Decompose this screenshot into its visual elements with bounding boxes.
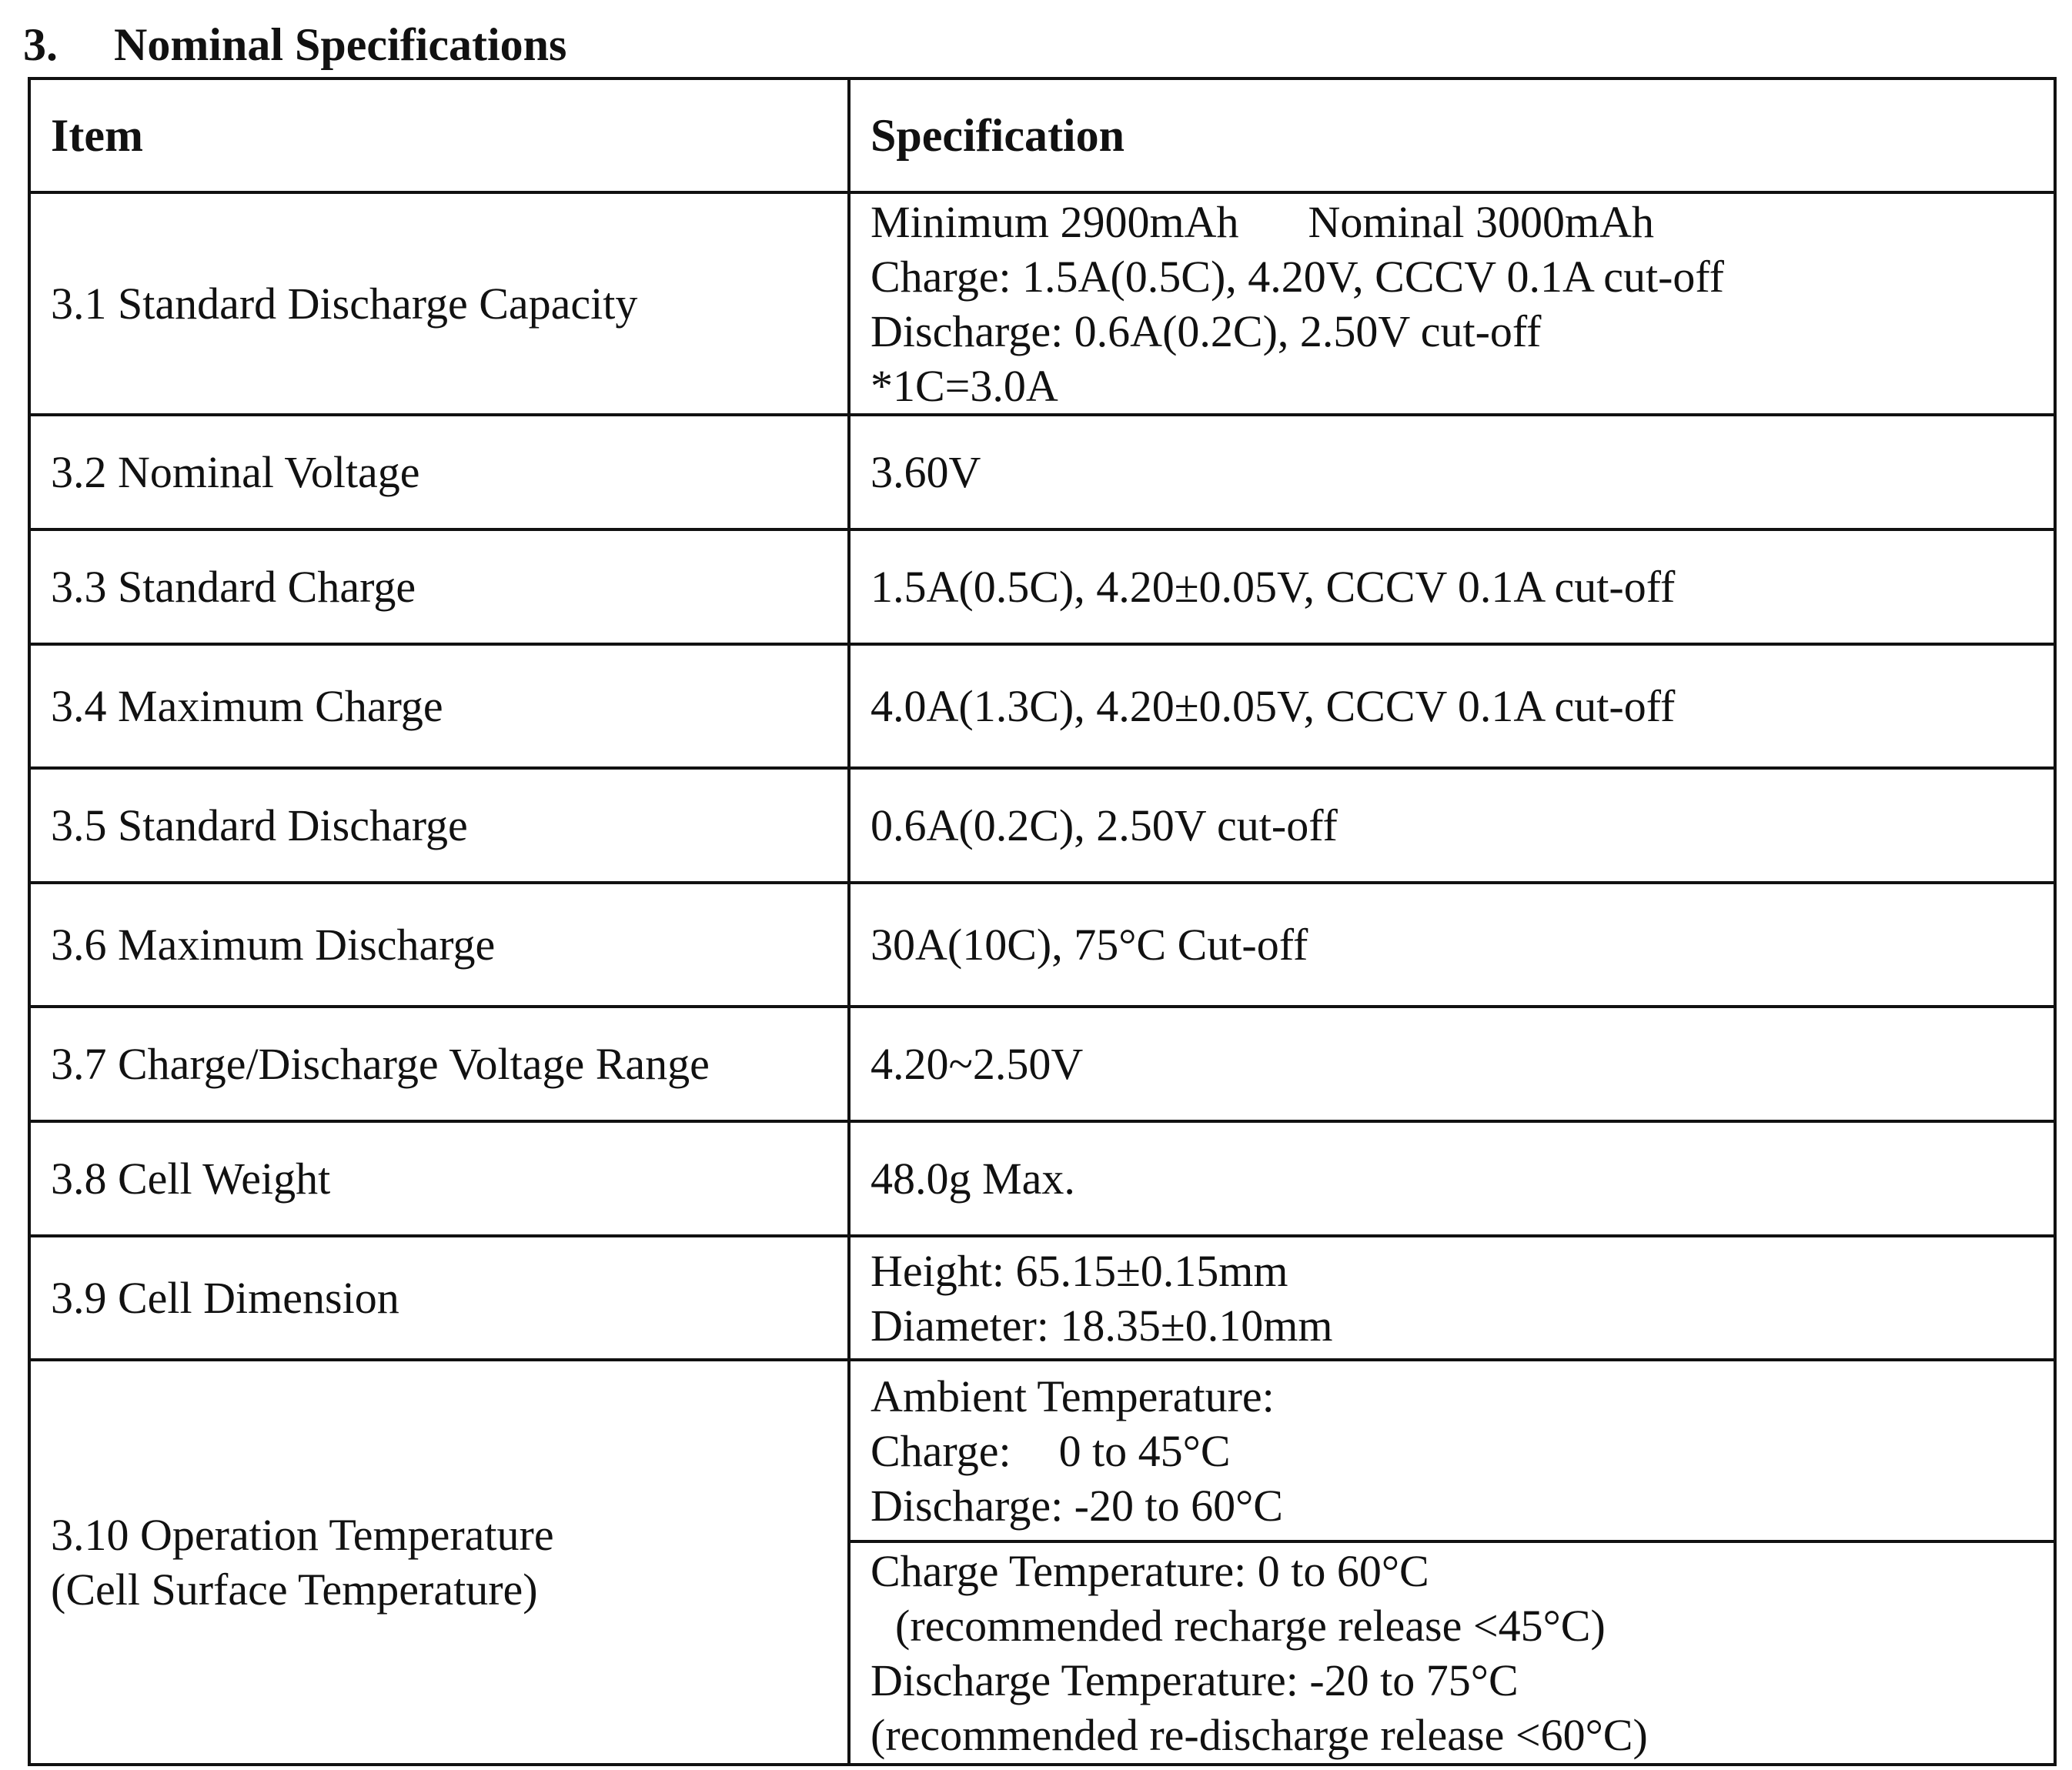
- spec-diameter: Diameter: 18.35±0.10mm: [871, 1300, 1333, 1351]
- table-row: [29, 883, 2055, 1007]
- header-specification: Specification: [849, 78, 2055, 192]
- ambient-temperature-cell: [849, 1360, 2055, 1541]
- spec-cell: 0.6A(0.2C), 2.50V cut-off: [849, 768, 2055, 883]
- table-row: [29, 1360, 2055, 1541]
- spec-height: Height: 65.15±0.15mm: [871, 1245, 1288, 1296]
- item-cell: 3.1 Standard Discharge Capacity: [29, 192, 849, 415]
- surface-temperature-cell: [849, 1541, 2055, 1765]
- ambient-charge-value: 0 to 45°C: [1058, 1425, 1231, 1476]
- spec-cell: 3.60V: [849, 415, 2055, 529]
- surface-charge-note: (recommended recharge release <45°C): [895, 1601, 1606, 1651]
- spec-cell: [849, 1236, 2055, 1360]
- table-header-row: [29, 78, 2055, 192]
- spec-discharge: Discharge: 0.6A(0.2C), 2.50V cut-off: [871, 306, 1542, 356]
- item-cell: 3.8 Cell Weight: [29, 1121, 849, 1236]
- item-line-2: (Cell Surface Temperature): [51, 1565, 538, 1615]
- item-cell: 3.6 Maximum Discharge: [29, 883, 849, 1007]
- ambient-title: Ambient Temperature:: [871, 1371, 1275, 1421]
- table-row: [29, 1236, 2055, 1360]
- table-row: [29, 192, 2055, 415]
- spec-note: *1C=3.0A: [871, 360, 1058, 411]
- ambient-discharge: Discharge: -20 to 60°C: [871, 1480, 1283, 1531]
- table-row: [29, 529, 2055, 644]
- item-cell: 3.4 Maximum Charge: [29, 644, 849, 768]
- spec-nominal: Nominal 3000mAh: [1308, 196, 1655, 247]
- spec-cell: [849, 192, 2055, 415]
- spec-table: [28, 77, 2057, 1766]
- section-title: Nominal Specifications: [114, 19, 567, 70]
- header-item: Item: [29, 78, 849, 192]
- item-cell: 3.5 Standard Discharge: [29, 768, 849, 883]
- spec-charge: Charge: 1.5A(0.5C), 4.20V, CCCV 0.1A cut-off: [871, 251, 1724, 302]
- table-row: [29, 1007, 2055, 1121]
- item-cell: 3.3 Standard Charge: [29, 529, 849, 644]
- table-row: [29, 768, 2055, 883]
- spec-cell: 1.5A(0.5C), 4.20±0.05V, CCCV 0.1A cut-off: [849, 529, 2055, 644]
- spec-min: Minimum 2900mAh: [871, 196, 1239, 247]
- surface-discharge-note: (recommended re-discharge release <60°C): [871, 1710, 1648, 1760]
- item-cell: [29, 1360, 849, 1765]
- section-heading: [23, 17, 566, 72]
- spec-cell: 48.0g Max.: [849, 1121, 2055, 1236]
- item-cell: 3.9 Cell Dimension: [29, 1236, 849, 1360]
- table-row: [29, 1121, 2055, 1236]
- surface-discharge: Discharge Temperature: -20 to 75°C: [871, 1655, 1519, 1705]
- ambient-charge-label: Charge:: [871, 1425, 1011, 1476]
- section-number: 3.: [23, 19, 58, 70]
- spec-cell: 4.20~2.50V: [849, 1007, 2055, 1121]
- table-row: [29, 415, 2055, 529]
- spec-cell: 30A(10C), 75°C Cut-off: [849, 883, 2055, 1007]
- item-cell: 3.2 Nominal Voltage: [29, 415, 849, 529]
- table-row: [29, 644, 2055, 768]
- spec-cell: 4.0A(1.3C), 4.20±0.05V, CCCV 0.1A cut-off: [849, 644, 2055, 768]
- item-cell: 3.7 Charge/Discharge Voltage Range: [29, 1007, 849, 1121]
- surface-charge: Charge Temperature: 0 to 60°C: [871, 1546, 1429, 1596]
- item-line-1: 3.10 Operation Temperature: [51, 1510, 554, 1560]
